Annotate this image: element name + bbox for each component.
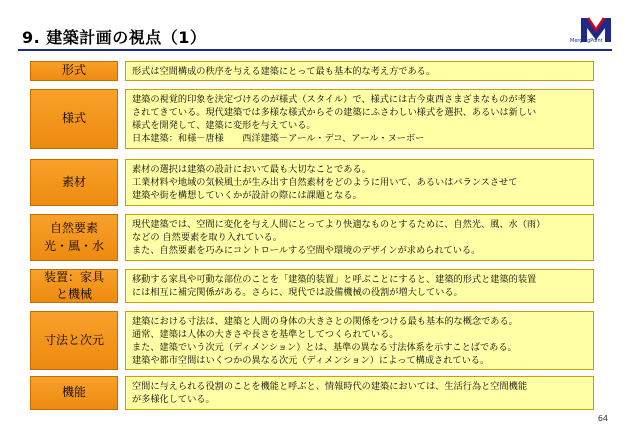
desc-line: また、自然要素を巧みにコントロールする空間や環境のデザインが求められている。 xyxy=(132,245,481,256)
row-keishiki xyxy=(30,61,594,81)
desc-line: 空間に与えられる役割のことを機能と呼ぶと、情報時代の建築においては、生活行為と空間機能 xyxy=(132,381,528,392)
logo-caption: MergingPoint xyxy=(570,38,603,44)
desc-line: には相互に補完関係がある。さらに、現代では設備機械の役割が増大している。 xyxy=(132,287,463,298)
row-label: 形式 xyxy=(30,61,118,81)
desc-line: 移動する家具や可動な部位のことを「建築的装置」と呼ぶことにすると、建築的形式と建築的装置 xyxy=(132,274,537,285)
desc-line: 工業材料や地域の気候風土が生み出す自然素材をどのように用いて、あるいはバランスさせて xyxy=(132,177,518,188)
row-souchi xyxy=(30,269,594,303)
row-label: 素材 xyxy=(30,159,118,206)
row-label: 様式 xyxy=(30,89,118,149)
row-description xyxy=(125,89,594,149)
page-title: 9. 建築計画の視点（1） xyxy=(22,28,207,47)
desc-line: 通常、建築は人体の大きさや長さを基準としてつくられている。 xyxy=(132,328,399,340)
desc-line: また、建築でいう次元（ディメンション）とは、基準の異なる寸法体系を示すことばである。 xyxy=(132,341,517,353)
row-label: 寸法と次元 xyxy=(30,311,118,370)
desc-line: 建築や都市空間はいくつかの異なる次元（ディメンション）によって構成されている。 xyxy=(132,354,490,366)
row-shizen-youso xyxy=(30,214,594,261)
row-sunpou-jigen xyxy=(30,311,594,370)
page-number: 64 xyxy=(597,414,608,423)
desc-line: などの 自然要素を取り入れている。 xyxy=(132,232,282,243)
desc-line: 日本建築：和様－唐様 西洋建築－アール・デコ、アール・ヌーボー xyxy=(132,133,425,144)
desc-line: 建築の視覚的印象を決定づけるのが様式（スタイル）で、様式には古今東西さまざまなものが考案 xyxy=(132,94,536,105)
row-label: 自然要素 光・風・水 xyxy=(30,214,118,261)
desc-line: 様式を開発して、建築に変形を与えている。 xyxy=(132,120,316,131)
desc-line: 建築における寸法は、建築と人間の身体の大きさとの関係をつける最も基本的な概念である。 xyxy=(132,315,518,327)
row-description xyxy=(125,269,594,303)
desc-line: 形式は空間構成の秩序を与える建築にとって最も基本的な考え方である。 xyxy=(132,65,436,77)
row-youshiki xyxy=(30,89,594,149)
row-description xyxy=(125,214,594,261)
desc-line: 現代建築では、空間に変化を与え人間にとってより快適なものとするために、自然光、風、水（雨） xyxy=(132,219,546,230)
row-label: 機能 xyxy=(30,376,118,410)
row-label: 装置：家具 と機械 xyxy=(30,269,118,303)
row-description xyxy=(125,159,594,206)
desc-line: 建築や街を構想していくかが設計の際には課題となる。 xyxy=(132,190,362,201)
row-sozai xyxy=(30,159,594,206)
row-kinou xyxy=(30,376,594,410)
title-rule xyxy=(18,49,612,51)
row-description xyxy=(125,376,594,410)
desc-line: されてきている。現代建築では多様な様式からその建築にふさわしい様式を選択、あるいは新しい xyxy=(132,107,537,118)
desc-line: が多様化している。 xyxy=(132,394,215,405)
row-description xyxy=(125,61,594,81)
row-description xyxy=(125,311,594,370)
desc-line: 素材の選択は建築の設計において最も大切なことである。 xyxy=(132,164,371,175)
